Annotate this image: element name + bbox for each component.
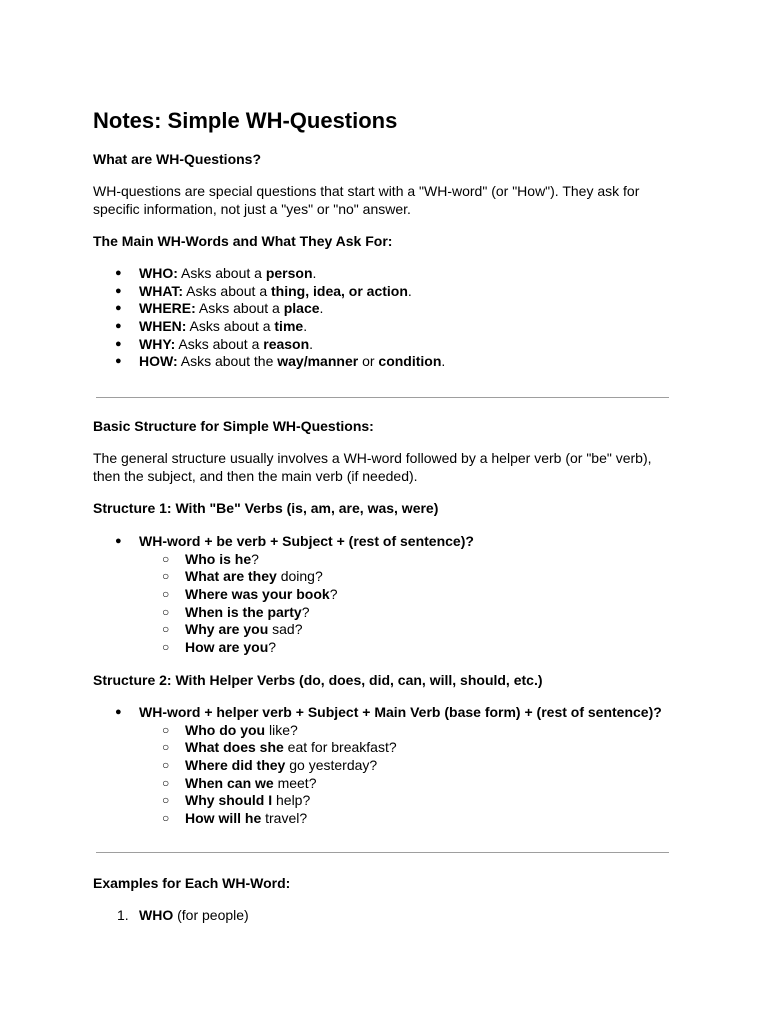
example-item: ○ How will he travel?	[93, 809, 662, 827]
list-item: ● WHO: Asks about a person.	[93, 264, 445, 282]
structure-1-formula-list	[93, 532, 474, 550]
example-item: ○ How are you?	[93, 638, 474, 656]
structure-2-formula-list	[93, 703, 662, 721]
examples-heading: Examples for Each WH-Word:	[93, 875, 291, 891]
list-item: ● WHY: Asks about a reason.	[93, 335, 445, 353]
structure-2-examples	[93, 721, 662, 827]
example-item: ○ When can we meet?	[93, 774, 662, 792]
formula-item: ● WH-word + helper verb + Subject + Main Verb (base form) + (rest of sentence)?	[93, 703, 662, 721]
intro-heading: What are WH-Questions?	[93, 151, 262, 167]
list-item: ● HOW: Asks about the way/manner or condition.	[93, 352, 445, 370]
structure-heading: Basic Structure for Simple WH-Questions:	[93, 418, 374, 434]
main-words-list	[93, 264, 445, 370]
structure-1-heading: Structure 1: With "Be" Verbs (is, am, are, was, were)	[93, 500, 439, 516]
main-words-heading: The Main WH-Words and What They Ask For:	[93, 233, 393, 249]
example-item: ○ Who is he?	[93, 550, 474, 568]
intro-body-wrap	[93, 182, 668, 218]
list-item: ● WHEN: Asks about a time.	[93, 317, 445, 335]
structure-2-block	[93, 703, 662, 827]
example-item: ○ Where did they go yesterday?	[93, 756, 662, 774]
list-number: 1.	[117, 907, 129, 923]
example-item: ○ What are they doing?	[93, 567, 474, 585]
structure-1-examples	[93, 550, 474, 656]
structure-body: The general structure usually involves a WH-word followed by a helper verb (or "be" verb), then the subject, and then the main verb (if needed).	[93, 450, 652, 484]
list-item: 1. WHO (for people)	[117, 907, 249, 923]
structure-2-heading: Structure 2: With Helper Verbs (do, does, did, can, will, should, etc.)	[93, 672, 543, 688]
example-item: ○ Why should I help?	[93, 791, 662, 809]
example-item: ○ What does she eat for breakfast?	[93, 738, 662, 756]
list-item: ● WHAT: Asks about a thing, idea, or action.	[93, 282, 445, 300]
example-item: ○ Where was your book?	[93, 585, 474, 603]
intro-body: WH-questions are special questions that start with a "WH-word" (or "How"). They ask for specific information, not just a "yes" or "no" answer.	[93, 183, 640, 217]
formula-item: ● WH-word + be verb + Subject + (rest of sentence)?	[93, 532, 474, 550]
structure-body-wrap	[93, 449, 668, 485]
examples-list	[93, 906, 249, 924]
horizontal-divider	[96, 852, 669, 853]
example-item: ○ Why are you sad?	[93, 620, 474, 638]
example-item: ○ When is the party?	[93, 603, 474, 621]
horizontal-divider	[96, 397, 669, 398]
page-title: Notes: Simple WH-Questions	[93, 108, 398, 133]
list-item: ● WHERE: Asks about a place.	[93, 299, 445, 317]
structure-1-block	[93, 532, 474, 656]
example-item: ○ Who do you like?	[93, 721, 662, 739]
